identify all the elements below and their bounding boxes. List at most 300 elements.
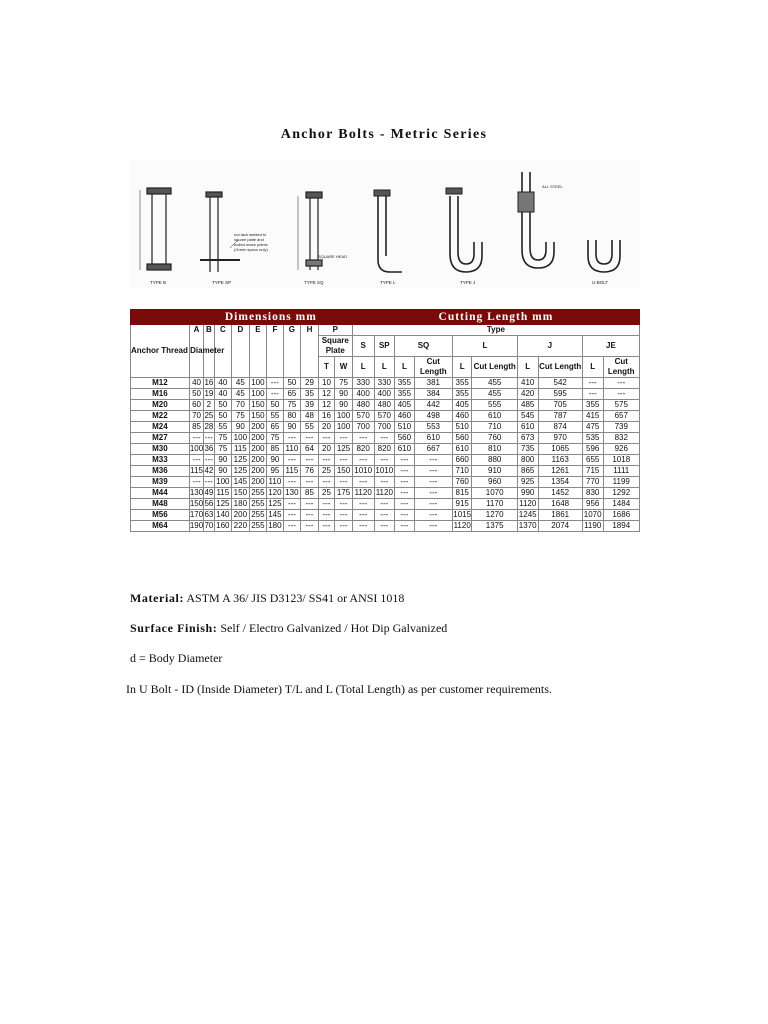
table-cell: 570 [352,411,374,422]
type-b-label: TYPE B [150,280,167,285]
table-cell: 42 [204,466,214,475]
table-cell: --- [318,510,335,521]
table-cell: 1199 [603,477,640,488]
table-cell: 145 [268,510,282,519]
table-cell: 874 [538,422,582,433]
table-cell: 10 [318,378,335,389]
table-cell: --- [204,433,213,442]
table-cell: --- [374,499,395,510]
table-cell: --- [204,477,213,486]
table-cell: 110 [283,444,301,455]
table-cell: 16 [318,411,335,422]
table-cell: 125 [268,499,282,508]
table-cell: 710 [452,466,472,477]
table-cell: 400 [374,389,395,400]
table-row [131,488,640,499]
thread-size-cell: M33 [131,455,190,466]
table-cell: 460 [452,411,472,422]
table-cell: 90 [232,422,250,433]
table-cell: 56 [204,499,214,508]
table-cell: 800 [517,455,538,466]
sub-t: T [318,357,335,378]
table-cell: 80 [283,411,301,422]
sub-je-l: L [582,357,603,378]
type-je: JE [582,336,639,357]
table-cell: 915 [452,499,472,510]
material-value: ASTM A 36/ JIS D3123/ SS41 or ANSI 1018 [184,591,405,605]
table-cell: 75 [214,444,232,455]
table-cell: 610 [452,444,472,455]
table-cell: --- [395,477,415,488]
table-cell: --- [318,499,335,510]
finish-note [130,621,447,636]
table-cell: --- [352,521,374,532]
table-cell: 405 [395,400,415,411]
table-cell: 125 [214,499,232,510]
table-cell: 29 [301,378,319,389]
table-cell: --- [283,477,301,488]
table-cell: 880 [472,455,517,466]
table-cell: --- [414,455,452,466]
thread-size-cell: M20 [131,400,190,411]
table-cell: 190 [189,521,204,530]
table-cell: 130 [189,488,204,497]
table-cell: 140 [214,510,232,521]
table-cell: 455 [472,378,517,389]
table-cell: 1120 [453,521,471,530]
table-cell: --- [301,455,319,466]
table-cell: 455 [472,389,517,400]
table-cell: 1484 [603,499,640,510]
type-sp-label: TYPE SP [212,280,232,285]
table-cell: 100 [189,444,204,453]
table-cell: 150 [249,400,267,411]
square-plate-header: Square Plate [318,336,352,357]
table-cell: --- [352,477,374,488]
table-cell: 442 [414,400,452,411]
table-cell: 1452 [538,488,582,499]
table-row [131,466,640,477]
table-cell: 1010 [354,466,373,475]
sub-sp-l: L [374,357,395,378]
table-cell: --- [414,510,452,521]
table-cell: --- [603,389,640,400]
table-cell: 787 [538,411,582,422]
sub-l-l: L [452,357,472,378]
thread-size-cell: M64 [131,521,190,532]
table-cell: 150 [249,411,267,422]
thread-size-cell: M39 [131,477,190,488]
sub-sq-cut: Cut Length [414,357,452,378]
sub-j-l: L [517,357,538,378]
table-cell: 498 [414,411,452,422]
table-cell: 100 [232,433,250,444]
type-header: Type [352,325,639,336]
table-cell: 100 [335,422,353,433]
type-l-label: TYPE L [380,280,396,285]
thread-size-cell: M48 [131,499,190,510]
table-cell: 415 [582,411,603,422]
table-cell: --- [283,455,301,466]
table-cell: --- [267,378,284,389]
table-cell: 830 [582,488,603,499]
table-cell: 1270 [472,510,517,521]
type-sq-label: TYPE SQ [304,280,324,285]
table-cell: 1861 [538,510,582,521]
table-cell: 1120 [375,488,393,497]
table-cell: 610 [395,444,415,455]
table-cell: 150 [189,499,204,508]
table-row [131,455,640,466]
table-cell: 510 [395,422,415,433]
table-cell: --- [414,499,452,510]
table-cell: 970 [538,433,582,444]
table-cell: 1170 [472,499,517,510]
table-cell: 1370 [518,521,537,530]
table-cell: 175 [335,488,353,499]
page-title: Anchor Bolts - Metric Series [280,127,488,142]
table-cell: 115 [190,466,203,475]
table-cell: 16 [204,378,214,387]
table-cell: --- [395,455,415,466]
table-cell: 76 [301,466,319,477]
table-cell: 70 [189,411,203,422]
table-cell: --- [374,510,395,521]
table-cell: 25 [318,466,335,477]
table-cell: --- [374,477,395,488]
table-cell: --- [267,389,284,400]
table-cell: --- [301,521,319,532]
table-cell: 1111 [603,466,640,477]
row-label-header: Anchor Thread Diameter [131,325,190,378]
table-cell: 19 [204,389,214,398]
table-cell: 810 [472,444,517,455]
cutting-length-band: Cutting Length mm [352,310,639,325]
table-cell: 355 [582,400,603,411]
col-h: H [301,325,319,378]
table-cell: 485 [517,400,538,411]
table-cell: --- [603,378,640,389]
table-cell: --- [414,488,452,499]
table-cell: 20 [318,444,335,455]
table-cell: 510 [452,422,472,433]
table-cell: 12 [318,400,335,411]
table-cell: 75 [267,433,284,444]
table-cell: 180 [268,521,282,530]
table-row [131,510,640,521]
nut-note-1: nut tack welded to [234,232,267,237]
table-cell: 715 [582,466,603,477]
table-cell: --- [301,477,319,488]
table-cell: --- [189,455,203,466]
material-label: Material: [130,591,185,605]
body-diameter-note: d = Body Diameter [130,651,223,665]
table-row [131,477,640,488]
table-cell: 610 [472,411,517,422]
table-cell: --- [301,510,319,521]
table-cell: 355 [452,378,472,389]
table-cell: 400 [352,389,374,400]
table-cell: 65 [283,389,301,400]
table-cell: 90 [214,466,232,477]
table-cell: --- [301,433,319,444]
table-cell: 655 [582,455,603,466]
table-cell: 125 [232,455,250,466]
type-j: J [517,336,582,357]
table-cell: --- [395,510,415,521]
table-cell: 20 [318,422,335,433]
table-cell: 60 [189,400,203,411]
table-cell: --- [283,433,301,444]
table-cell: 49 [204,488,214,497]
table-cell: 200 [249,422,267,433]
table-cell: 125 [335,444,353,455]
table-cell: 90 [283,422,301,433]
table-cell: --- [189,477,203,488]
sub-j-cut: Cut Length [538,357,582,378]
type-s: S [352,336,374,357]
table-cell: 815 [452,488,472,499]
table-cell: --- [318,477,335,488]
table-cell: --- [414,477,452,488]
table-cell: 542 [538,378,582,389]
table-cell: --- [395,521,415,532]
table-row [131,378,640,389]
table-cell: 820 [374,444,395,455]
table-cell: 25 [318,488,335,499]
nut-note-2: square plate and [234,237,264,242]
col-b: B [204,325,214,378]
thread-size-cell: M24 [131,422,190,433]
table-cell: 1120 [519,499,537,508]
table-row [131,400,640,411]
table-cell: 610 [517,422,538,433]
table-cell: 735 [517,444,538,455]
table-cell: 710 [472,422,517,433]
table-cell: 673 [517,433,538,444]
table-cell: 384 [414,389,452,400]
sub-l-cut: Cut Length [472,357,517,378]
table-cell: 100 [249,389,267,400]
table-cell: 480 [374,400,395,411]
thread-size-cell: M44 [131,488,190,499]
table-cell: 170 [189,510,204,519]
table-cell: --- [582,389,603,400]
table-cell: --- [414,466,452,477]
table-cell: 1245 [518,510,537,519]
table-cell: 64 [301,444,319,455]
table-cell: 200 [249,433,267,444]
table-cell: 1354 [538,477,582,488]
table-cell: 100 [249,378,267,389]
table-cell: 160 [214,521,232,532]
table-cell: 1120 [352,488,374,499]
thread-size-cell: M27 [131,433,190,444]
table-cell: --- [352,499,374,510]
table-row [131,422,640,433]
table-cell: 255 [249,499,267,510]
table-cell: --- [318,521,335,532]
table-cell: 25 [204,411,214,420]
table-cell: 125 [232,466,250,477]
table-cell: 475 [582,422,603,433]
table-cell: 75 [214,433,232,444]
table-cell: --- [414,521,452,532]
table-cell: 700 [352,422,374,433]
sub-w: W [335,357,353,378]
ubolt-note: In U Bolt - ID (Inside Diameter) T/L and L (Total Length) as per customer requirements. [126,682,552,696]
sub-s-l: L [352,357,374,378]
table-cell: --- [204,455,213,464]
table-cell: 705 [538,400,582,411]
finish-value: Self / Electro Galvanized / Hot Dip Galvanized [217,621,448,635]
anchor-bolt-diagram [130,160,640,288]
table-cell: 1018 [603,455,640,466]
table-cell: 90 [267,455,284,466]
nut-note-3: bolted mace points [234,242,268,247]
table-cell: 832 [603,433,640,444]
thread-size-cell: M22 [131,411,190,422]
thread-size-cell: M12 [131,378,190,389]
table-cell: 555 [472,400,517,411]
table-cell: 100 [214,477,232,488]
table-cell: 50 [189,389,203,400]
table-cell: 570 [374,411,395,422]
table-row [131,389,640,400]
table-cell: 595 [538,389,582,400]
table-cell: --- [374,433,395,444]
table-cell: --- [283,510,301,521]
table-cell: 657 [603,411,640,422]
table-cell: 820 [352,444,374,455]
table-cell: 545 [517,411,538,422]
thread-size-cell: M36 [131,466,190,477]
table-cell: 40 [189,378,203,389]
table-cell: 150 [335,466,353,477]
table-cell: 535 [582,433,603,444]
table-row [131,433,640,444]
table-cell: 1648 [538,499,582,510]
table-cell: 956 [582,499,603,510]
table-cell: 255 [249,510,267,521]
table-body [131,378,640,532]
table-cell: 1292 [603,488,640,499]
table-cell: --- [318,433,335,444]
table-cell: 355 [452,389,472,400]
table-cell: 960 [472,477,517,488]
table-cell: 55 [214,422,232,433]
table-cell: 75 [283,400,301,411]
table-cell: --- [283,499,301,510]
table-cell: 1894 [603,521,640,532]
table-cell: --- [335,521,353,532]
table-cell: 50 [267,400,284,411]
table-cell: --- [335,455,353,466]
thread-size-cell: M56 [131,510,190,521]
table-cell: 120 [268,488,282,497]
table-cell: 85 [267,444,284,455]
table-cell: 660 [452,455,472,466]
table-cell: 48 [301,411,319,422]
table-cell: 739 [603,422,640,433]
table-cell: 610 [414,433,452,444]
col-e: E [249,325,267,378]
table-cell: 2 [204,400,214,411]
table-cell: 180 [232,499,250,510]
table-cell: --- [352,510,374,521]
table-cell: --- [335,433,353,444]
dimensions-band: Dimensions mm [189,310,352,325]
table-cell: 45 [232,378,250,389]
finish-label: Surface Finish: [130,621,218,635]
table-cell: 575 [603,400,640,411]
col-f: F [267,325,284,378]
table-cell: 90 [335,389,353,400]
table-cell: 200 [249,444,267,455]
table-cell: --- [374,455,395,466]
table-cell: 1010 [375,466,394,475]
table-cell: 70 [204,521,214,530]
table-cell: 130 [283,488,301,499]
col-c: C [214,325,232,378]
sub-sq-l: L [395,357,415,378]
table-cell: 40 [214,389,232,400]
table-cell: 95 [267,466,284,477]
table-cell: 1070 [583,510,602,519]
table-cell: 200 [249,455,267,466]
sub-je-cut: Cut Length [603,357,640,378]
table-cell: 200 [232,510,250,521]
table-cell: 760 [452,477,472,488]
col-a: A [189,325,203,378]
table-row [131,411,640,422]
type-l: L [452,336,517,357]
table-cell: 355 [395,378,415,389]
col-g: G [283,325,301,378]
table-cell: 460 [395,411,415,422]
table-cell: --- [335,510,353,521]
table-cell: 560 [452,433,472,444]
table-cell: --- [335,477,353,488]
table-cell: 85 [189,422,203,433]
col-d: D [232,325,250,378]
table-cell: 90 [214,455,232,466]
table-cell: 75 [335,378,353,389]
table-cell: 115 [232,444,250,455]
table-cell: 50 [214,411,232,422]
table-cell: 405 [452,400,472,411]
table-cell: 115 [214,488,232,499]
table-row [131,499,640,510]
table-cell: 255 [249,488,267,499]
table-cell: --- [189,433,203,444]
nut-note-4: (Green specs only) [234,247,268,252]
square-head-label: SQUARE HEAD [318,254,348,259]
table-cell: 40 [214,378,232,389]
table-cell: 355 [395,389,415,400]
table-cell: 770 [582,477,603,488]
table-cell: 1065 [538,444,582,455]
table-cell: 145 [232,477,250,488]
table-cell: 700 [374,422,395,433]
table-cell: 1015 [453,510,472,519]
table-cell: 200 [249,477,267,488]
table-cell: 2074 [538,521,582,532]
table-cell: 90 [335,400,353,411]
table-cell: 115 [283,466,301,477]
table-cell: 925 [517,477,538,488]
table-cell: --- [335,499,353,510]
